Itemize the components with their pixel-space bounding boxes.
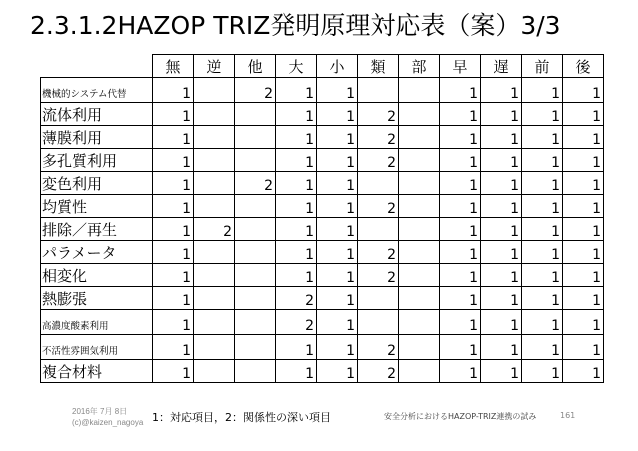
table-cell: 1 — [522, 149, 563, 172]
table-cell: 1 — [317, 218, 358, 241]
footer-date: 2016年 7月 8日 — [72, 407, 128, 416]
table-cell — [399, 287, 440, 310]
table-cell — [358, 218, 399, 241]
slide-title: 2.3.1.2HAZOP TRIZ発明原理対応表（案）3/3 — [30, 11, 561, 40]
table-cell: 1 — [317, 78, 358, 103]
table-cell — [235, 360, 276, 383]
footer-date-author — [72, 406, 143, 428]
row-label: 高濃度酸素利用 — [41, 310, 153, 335]
table-cell: 1 — [276, 126, 317, 149]
table-cell — [399, 195, 440, 218]
table-cell: 1 — [317, 149, 358, 172]
table-body — [41, 78, 604, 383]
table-cell: 1 — [153, 264, 194, 287]
column-header: 類 — [358, 55, 399, 78]
table-cell: 1 — [481, 78, 522, 103]
table-cell: 1 — [563, 218, 604, 241]
table-cell: 1 — [522, 126, 563, 149]
page-number: 161 — [560, 411, 576, 420]
row-label: 排除／再生 — [41, 218, 153, 241]
table-row — [41, 287, 604, 310]
table-cell: 1 — [153, 149, 194, 172]
table-cell — [235, 195, 276, 218]
table-row — [41, 103, 604, 126]
table-cell: 1 — [522, 287, 563, 310]
table-cell — [194, 310, 235, 335]
table-cell: 1 — [153, 126, 194, 149]
table-cell: 1 — [317, 103, 358, 126]
table-cell: 1 — [440, 103, 481, 126]
table-cell: 1 — [563, 264, 604, 287]
column-header: 大 — [276, 55, 317, 78]
table-cell: 1 — [563, 310, 604, 335]
table-cell: 2 — [358, 360, 399, 383]
table-cell: 1 — [276, 241, 317, 264]
table-cell — [235, 287, 276, 310]
table-row — [41, 335, 604, 360]
table-cell: 1 — [440, 287, 481, 310]
row-label: 相変化 — [41, 264, 153, 287]
footer-legend: 1：対応項目，2：関係性の深い項目 — [152, 411, 331, 424]
table-cell: 1 — [440, 78, 481, 103]
table-cell: 1 — [153, 78, 194, 103]
hazop-triz-table — [40, 54, 604, 383]
table-cell: 1 — [522, 78, 563, 103]
table-cell: 1 — [481, 218, 522, 241]
table-cell — [235, 241, 276, 264]
table-cell: 1 — [317, 360, 358, 383]
column-header: 他 — [235, 55, 276, 78]
table-cell: 1 — [481, 310, 522, 335]
table-cell: 1 — [522, 172, 563, 195]
table-cell — [194, 360, 235, 383]
table-cell: 1 — [481, 264, 522, 287]
table-cell: 1 — [563, 360, 604, 383]
column-header: 後 — [563, 55, 604, 78]
row-label: パラメータ — [41, 241, 153, 264]
table-cell — [399, 360, 440, 383]
table-cell — [358, 78, 399, 103]
footer-author: (c)@kaizen_nagoya — [72, 418, 144, 427]
table-cell: 1 — [153, 287, 194, 310]
table-cell — [194, 103, 235, 126]
table-cell: 2 — [235, 172, 276, 195]
table-cell: 1 — [276, 149, 317, 172]
table-cell — [399, 126, 440, 149]
table-cell: 1 — [276, 78, 317, 103]
table-cell: 1 — [440, 360, 481, 383]
table-cell: 1 — [481, 360, 522, 383]
table-cell: 1 — [276, 335, 317, 360]
table-cell — [399, 310, 440, 335]
table-cell: 2 — [276, 310, 317, 335]
table-cell — [399, 218, 440, 241]
table-row — [41, 172, 604, 195]
table-cell: 1 — [153, 172, 194, 195]
table-cell — [399, 241, 440, 264]
header-corner — [41, 55, 153, 78]
column-header: 小 — [317, 55, 358, 78]
table-cell: 1 — [481, 103, 522, 126]
table-cell: 1 — [153, 241, 194, 264]
table-cell: 2 — [276, 287, 317, 310]
table-cell — [235, 335, 276, 360]
table-cell: 1 — [440, 241, 481, 264]
column-header: 逆 — [194, 55, 235, 78]
column-header: 遅 — [481, 55, 522, 78]
table-cell: 1 — [563, 103, 604, 126]
table-row — [41, 360, 604, 383]
table-cell — [194, 195, 235, 218]
table-cell: 2 — [235, 78, 276, 103]
table-cell — [358, 287, 399, 310]
table-cell: 1 — [522, 360, 563, 383]
table-cell — [399, 264, 440, 287]
table-cell: 1 — [522, 264, 563, 287]
table-row — [41, 126, 604, 149]
table-cell: 2 — [358, 126, 399, 149]
table-cell — [194, 78, 235, 103]
table-cell: 1 — [317, 310, 358, 335]
table-cell: 1 — [440, 310, 481, 335]
footer-document-title: 安全分析におけるHAZOP-TRIZ連携の試み — [384, 412, 537, 421]
column-header: 部 — [399, 55, 440, 78]
table-cell — [194, 241, 235, 264]
table-row — [41, 78, 604, 103]
column-header: 早 — [440, 55, 481, 78]
table-cell — [194, 335, 235, 360]
table-cell: 1 — [481, 126, 522, 149]
table-cell — [235, 126, 276, 149]
table-cell: 1 — [317, 335, 358, 360]
column-header: 前 — [522, 55, 563, 78]
table-cell: 2 — [358, 195, 399, 218]
table-cell: 2 — [358, 264, 399, 287]
table-cell: 1 — [317, 126, 358, 149]
table-cell: 1 — [276, 103, 317, 126]
table-cell: 1 — [563, 149, 604, 172]
table-row — [41, 310, 604, 335]
table-cell — [235, 264, 276, 287]
table-cell — [358, 310, 399, 335]
table-cell — [194, 264, 235, 287]
table-cell: 1 — [276, 172, 317, 195]
table-cell: 1 — [522, 241, 563, 264]
table-cell: 2 — [358, 149, 399, 172]
row-label: 流体利用 — [41, 103, 153, 126]
table-cell: 1 — [153, 360, 194, 383]
row-label: 機械的システム代替 — [41, 78, 153, 103]
row-label: 薄膜利用 — [41, 126, 153, 149]
table-cell: 1 — [317, 287, 358, 310]
table-cell — [235, 310, 276, 335]
table-cell: 1 — [481, 149, 522, 172]
table-cell: 1 — [440, 195, 481, 218]
table-cell: 1 — [276, 360, 317, 383]
table-cell — [399, 172, 440, 195]
row-label: 熱膨張 — [41, 287, 153, 310]
table-cell — [399, 149, 440, 172]
table-cell: 1 — [563, 172, 604, 195]
table-cell: 1 — [481, 287, 522, 310]
table-cell — [194, 149, 235, 172]
table-cell: 1 — [522, 218, 563, 241]
table-cell: 1 — [522, 335, 563, 360]
table-cell: 1 — [153, 335, 194, 360]
table-cell: 1 — [563, 287, 604, 310]
table-cell: 1 — [440, 335, 481, 360]
table-cell: 1 — [563, 126, 604, 149]
table-cell — [358, 172, 399, 195]
table-cell — [194, 172, 235, 195]
table-row — [41, 241, 604, 264]
table-cell: 2 — [358, 335, 399, 360]
table-cell: 1 — [153, 218, 194, 241]
table-cell: 2 — [358, 103, 399, 126]
table-row — [41, 218, 604, 241]
header-row — [41, 55, 604, 78]
table-row — [41, 149, 604, 172]
table-cell: 1 — [522, 310, 563, 335]
table-cell — [235, 149, 276, 172]
table-cell: 1 — [317, 172, 358, 195]
row-label: 不活性雰囲気利用 — [41, 335, 153, 360]
table-cell: 1 — [440, 172, 481, 195]
table-cell: 1 — [563, 241, 604, 264]
table-cell: 1 — [522, 103, 563, 126]
row-label: 多孔質利用 — [41, 149, 153, 172]
table-cell: 1 — [276, 195, 317, 218]
table-cell: 1 — [276, 218, 317, 241]
table-cell: 1 — [153, 103, 194, 126]
table-cell — [235, 218, 276, 241]
table-cell: 1 — [440, 264, 481, 287]
table-cell — [399, 78, 440, 103]
table-row — [41, 195, 604, 218]
table-cell: 2 — [194, 218, 235, 241]
table-cell: 1 — [440, 126, 481, 149]
table-cell — [399, 103, 440, 126]
table-cell: 1 — [481, 335, 522, 360]
table-cell: 2 — [358, 241, 399, 264]
row-label: 均質性 — [41, 195, 153, 218]
row-label: 変色利用 — [41, 172, 153, 195]
table-cell: 1 — [563, 335, 604, 360]
table-cell: 1 — [440, 218, 481, 241]
table-cell: 1 — [481, 241, 522, 264]
table-cell: 1 — [481, 195, 522, 218]
table-cell: 1 — [153, 195, 194, 218]
table-cell — [399, 335, 440, 360]
table-cell — [235, 103, 276, 126]
table-cell: 1 — [440, 149, 481, 172]
row-label: 複合材料 — [41, 360, 153, 383]
table-row — [41, 264, 604, 287]
table-cell: 1 — [563, 78, 604, 103]
table-cell: 1 — [317, 195, 358, 218]
table-cell — [194, 126, 235, 149]
column-header: 無 — [153, 55, 194, 78]
table-cell: 1 — [276, 264, 317, 287]
table-cell — [194, 287, 235, 310]
table-cell: 1 — [481, 172, 522, 195]
table-cell: 1 — [317, 241, 358, 264]
table-cell: 1 — [522, 195, 563, 218]
table-cell: 1 — [563, 195, 604, 218]
table-cell: 1 — [153, 310, 194, 335]
table-cell: 1 — [317, 264, 358, 287]
